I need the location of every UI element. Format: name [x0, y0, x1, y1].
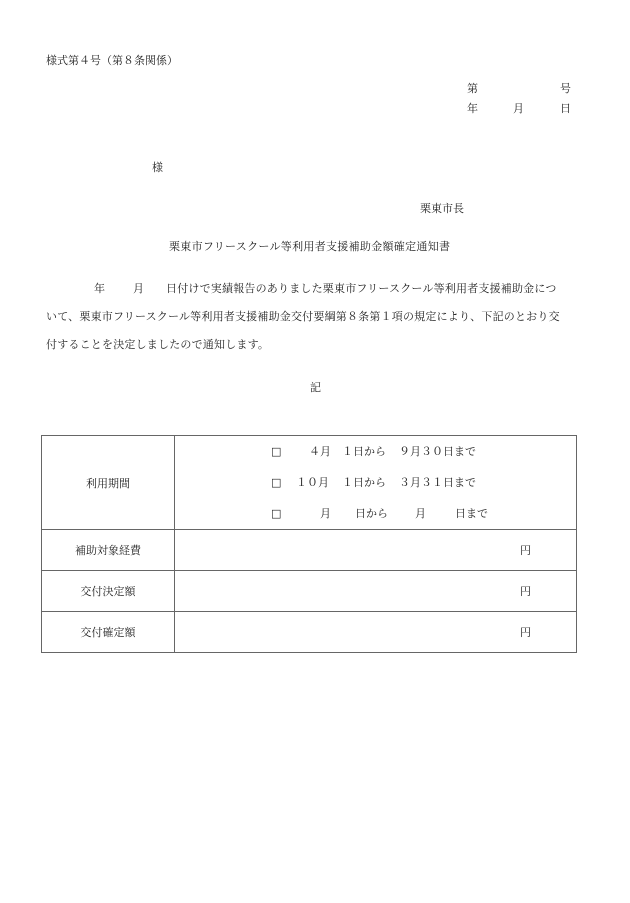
doc-number-suffix: 号 [560, 82, 571, 95]
form-number: 様式第４号（第８条関係） [46, 54, 178, 67]
table-row [42, 612, 577, 653]
body-line-1: 日付けで実績報告のありました栗東市フリースクール等利用者支援補助金につ [166, 282, 557, 295]
period-option-2: □ １０月 １日から ３月３１日まで [175, 467, 576, 498]
ki-heading: 記 [310, 381, 321, 394]
checkbox-icon[interactable]: □ [271, 445, 282, 458]
period-options [175, 436, 577, 530]
date-day: 日 [560, 102, 571, 115]
table-row [42, 530, 577, 571]
date-month: 月 [513, 102, 524, 115]
grant-confirmed-amount-field[interactable] [175, 612, 577, 653]
table-row-period [42, 436, 577, 530]
doc-number-prefix: 第 [467, 82, 478, 95]
grant-decision-amount-field[interactable] [175, 571, 577, 612]
details-table [41, 435, 577, 653]
grant-confirmed-amount-label: 交付確定額 [42, 612, 175, 653]
period-option-3: □ 月 日から 月 日まで [175, 498, 576, 529]
checkbox-icon[interactable]: □ [271, 476, 282, 489]
yen-unit: 円 [520, 626, 531, 639]
body-line-3: 付することを決定しましたので通知します。 [46, 338, 270, 351]
yen-unit: 円 [520, 585, 531, 598]
body-line-2: いて、栗東市フリースクール等利用者支援補助金交付要綱第８条第１項の規定により、下記のとおり交 [46, 310, 560, 323]
issuer: 栗東市長 [420, 202, 464, 215]
grant-decision-amount-label: 交付決定額 [42, 571, 175, 612]
checkbox-icon[interactable]: □ [271, 507, 282, 520]
subsidy-eligible-expenses-label: 補助対象経費 [42, 530, 175, 571]
document-title: 栗東市フリースクール等利用者支援補助金額確定通知書 [169, 240, 451, 253]
period-label: 利用期間 [42, 436, 175, 530]
addressee-suffix: 様 [152, 161, 163, 174]
date-year: 年 [467, 102, 478, 115]
yen-unit: 円 [520, 544, 531, 557]
body-year: 年 [94, 282, 105, 295]
body-month: 月 [133, 282, 144, 295]
table-row [42, 571, 577, 612]
period-option-1: □ ４月 １日から ９月３０日まで [175, 436, 576, 467]
subsidy-eligible-expenses-field[interactable] [175, 530, 577, 571]
